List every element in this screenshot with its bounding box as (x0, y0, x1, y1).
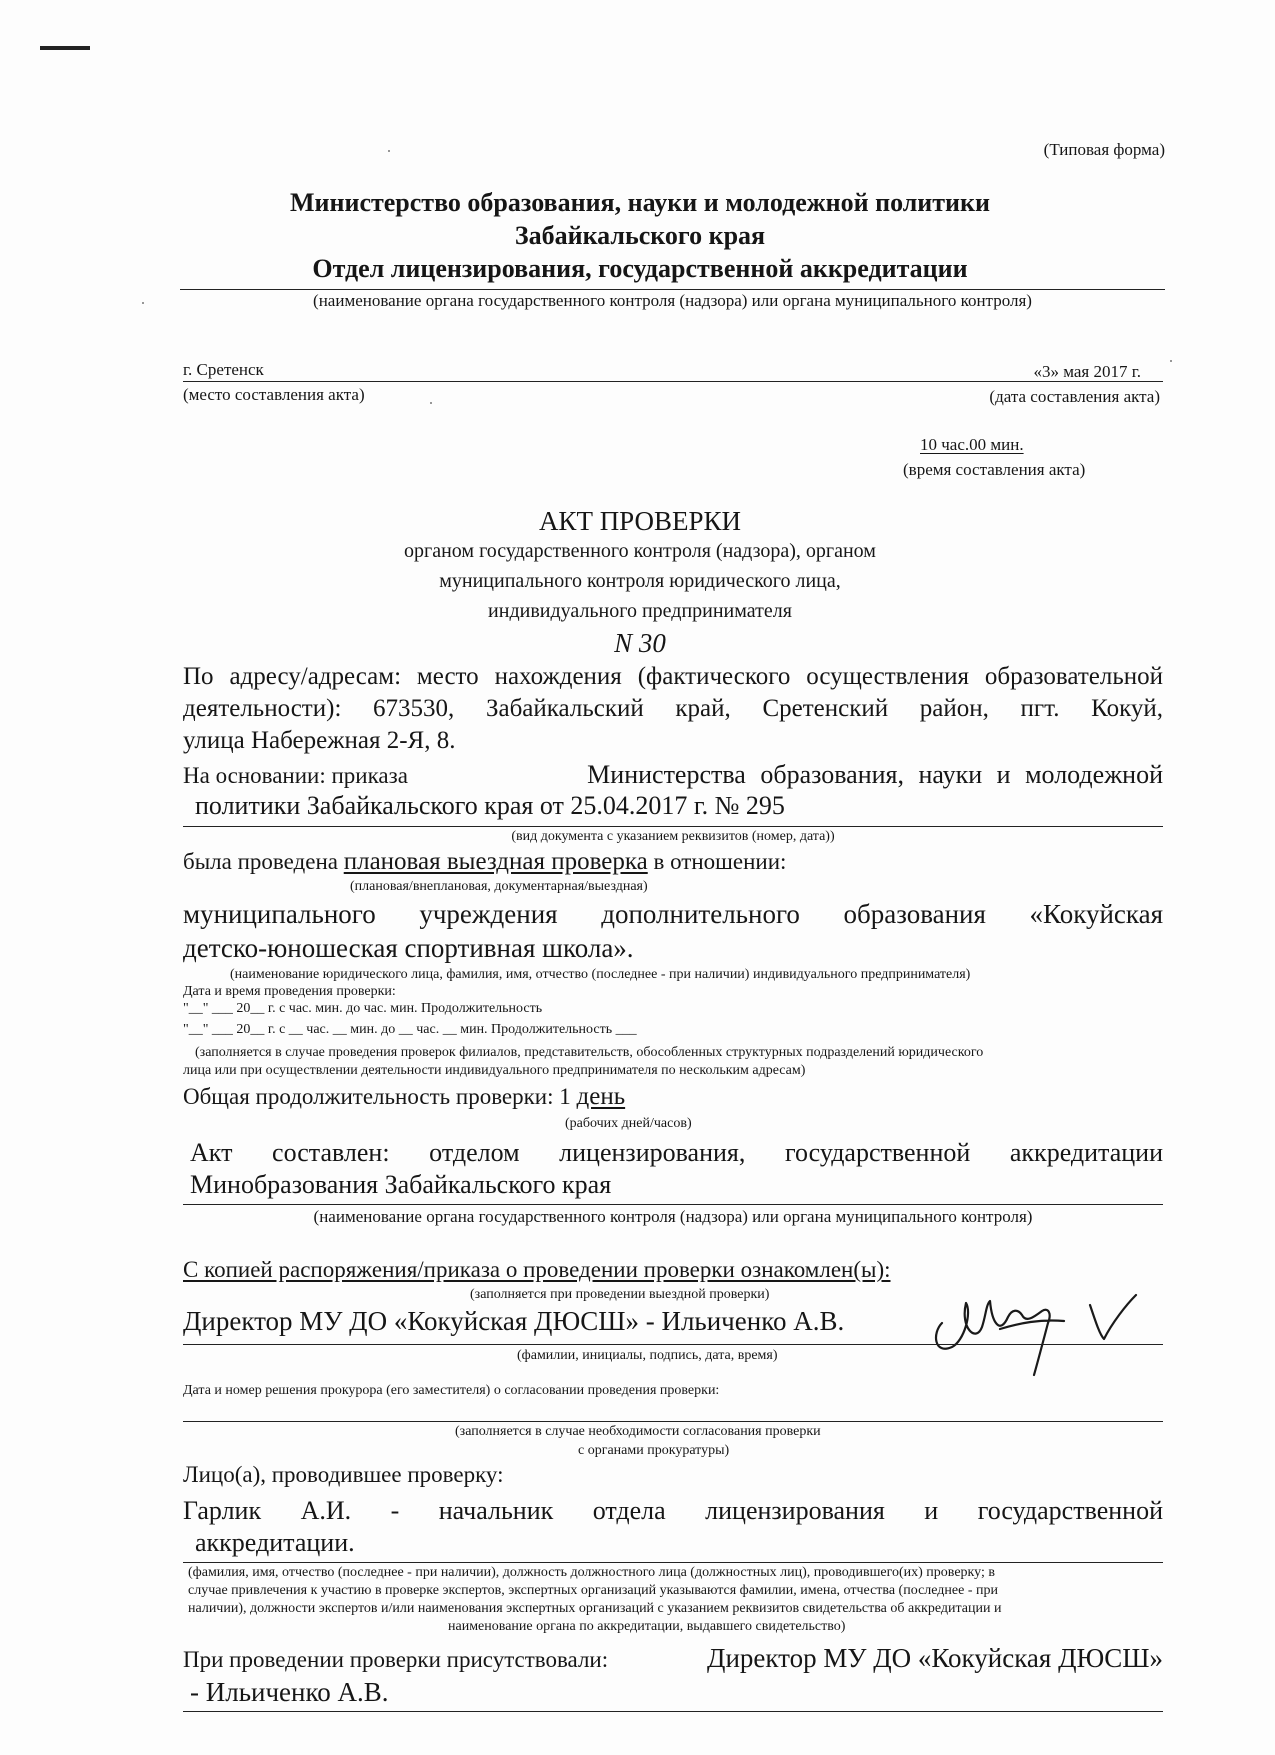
schedule-row1: "__" ___ 20__ г. с час. мин. до час. мин. Продолжительность (183, 1001, 543, 1016)
basis-caption: (вид документа с указанием реквизитов (номер, дата)) (511, 829, 835, 844)
inspection-caption: (плановая/внеплановая, документарная/выездная) (350, 879, 648, 894)
time-value: 10 час.00 мин. (920, 435, 1024, 454)
inspectors-label: Лицо(а), проводившее проверку: (183, 1462, 504, 1487)
basis-line2: политики Забайкальского края от 25.04.2017 г. № 295 (195, 791, 785, 820)
place-value: г. Сретенск (183, 360, 264, 379)
ministry-name-line1: Министерство образования, науки и молодежной политики (289, 188, 991, 217)
present-line1 (183, 1643, 1163, 1674)
divider (183, 826, 1163, 827)
copy-caption2: (фамилии, инициалы, подпись, дата, время) (517, 1348, 778, 1363)
date-value: «3» мая 2017 г. (1033, 362, 1141, 381)
copy-value: Директор МУ ДО «Кокуйская ДЮСШ» - Ильиченко А.В. (183, 1306, 845, 1336)
scan-speck (1170, 360, 1172, 362)
entity-line1: муниципального учреждения дополнительного образования «Кокуйская (183, 899, 1163, 929)
divider (183, 381, 1163, 382)
inspectors-line1: Гарлик А.И. - начальник отдела лицензирования и государственной (183, 1496, 1163, 1525)
duration-line (183, 1083, 625, 1111)
header-caption: (наименование органа государственного контроля (надзора) или органа муниципального контроля) (313, 291, 1032, 310)
duration-value: день (576, 1083, 626, 1110)
inspectors-line2: аккредитации. (195, 1528, 355, 1557)
divider (183, 1711, 1163, 1712)
department-name: Отдел лицензирования, государственной аккредитации (312, 254, 968, 283)
address-line1: По адресу/адресам: место нахождения (фактического осуществления образовательной (183, 663, 1163, 690)
inspectors-note-line4: наименование органа по аккредитации, выдавшего свидетельство) (448, 1619, 846, 1634)
basis-line1 (183, 760, 1163, 790)
copy-label: С копией распоряжения/приказа о проведении проверки ознакомлен(ы): (183, 1257, 891, 1282)
date-caption: (дата составления акта) (989, 387, 1160, 406)
divider (183, 1344, 1163, 1345)
copy-caption: (заполняется при проведении выездной проверки) (470, 1287, 770, 1302)
prosecutor-label: Дата и номер решения прокурора (его заместителя) о согласовании проведения проверки: (183, 1383, 720, 1398)
divider (183, 1421, 1163, 1422)
inspection-line (183, 848, 786, 876)
act-subtitle-line1: органом государственного контроля (надзора), органом (404, 540, 876, 562)
act-subtitle-line2: муниципального контроля юридического лица, (439, 570, 841, 592)
prosecutor-caption-line2: с органами прокуратуры) (578, 1443, 730, 1458)
form-type-label: (Типовая форма) (1043, 140, 1165, 159)
inspectors-note-line2: случае привлечения к участию в проверке экспертов, экспертных организаций указываются фамилии, имена, отчества (последнее - при (188, 1583, 998, 1598)
ministry-name-line2: Забайкальского края (514, 221, 766, 250)
divider (180, 289, 1165, 290)
duration-caption: (рабочих дней/часов) (565, 1116, 692, 1131)
present-line2: - Ильиченко А.В. (190, 1677, 389, 1707)
inspectors-note-line1: (фамилия, имя, отчество (последнее - при наличии), должность должностного лица (должностных лиц), проводившего(их) проверку; в (188, 1565, 995, 1580)
scan-speck (142, 302, 144, 304)
entity-line2: детско-юношеская спортивная школа». (183, 933, 634, 963)
divider (183, 1204, 1163, 1205)
act-title: АКТ ПРОВЕРКИ (538, 506, 742, 536)
entity-caption: (наименование юридического лица, фамилия, имя, отчество (последнее - при наличии) индивидуального предпринимателя) (230, 967, 971, 982)
inspection-suffix: в отношении: (653, 849, 787, 874)
duration-label: Общая продолжительность проверки: 1 (183, 1084, 571, 1109)
compiled-caption: (наименование органа государственного контроля (надзора) или органа муниципального контроля) (313, 1207, 1033, 1226)
schedule-label: Дата и время проведения проверки: (183, 984, 396, 999)
present-value: Директор МУ ДО «Кокуйская ДЮСШ» (707, 1643, 1163, 1673)
compiled-line2: Минобразования Забайкальского края (190, 1170, 612, 1199)
act-subtitle-line3: индивидуального предпринимателя (488, 600, 792, 622)
divider (183, 1562, 1163, 1563)
compiled-line1: Акт составлен: отделом лицензирования, государственной аккредитации (190, 1138, 1163, 1167)
time-caption: (время составления акта) (903, 460, 1086, 479)
prosecutor-caption-line1: (заполняется в случае необходимости согласования проверки (455, 1424, 821, 1439)
signature-icon (930, 1283, 1145, 1383)
schedule-row2: "__" ___ 20__ г. с __ час. __ мин. до __ час. __ мин. Продолжительность ___ (183, 1022, 637, 1037)
basis-value: Министерства образования, науки и молодежной (587, 760, 1163, 789)
scan-speck (430, 402, 432, 404)
inspectors-note-line3: наличии), должности экспертов и/или наименования экспертных организаций с указанием реквизитов свидетельства об аккредитации и (188, 1601, 1002, 1616)
act-number: N 30 (614, 628, 666, 658)
scan-speck (388, 150, 390, 152)
address-line2: деятельности): 673530, Забайкальский край, Сретенский район, пгт. Кокуй, (183, 695, 1163, 722)
basis-label: На основании: приказа (183, 763, 408, 788)
place-caption: (место составления акта) (183, 385, 365, 404)
inspection-type: плановая выездная проверка (343, 848, 648, 875)
scan-mark (40, 46, 90, 50)
inspection-prefix: была проведена (183, 849, 338, 874)
address-line3: улица Набережная 2-Я, 8. (183, 727, 456, 754)
present-label: При проведении проверки присутствовали: (183, 1647, 609, 1672)
schedule-note-line2: лица или при осуществлении деятельности индивидуального предпринимателя по нескольким адресам) (183, 1063, 806, 1078)
schedule-note-line1: (заполняется в случае проведения проверок филиалов, представительств, обособленных структурных подразделений юридического (195, 1045, 984, 1060)
